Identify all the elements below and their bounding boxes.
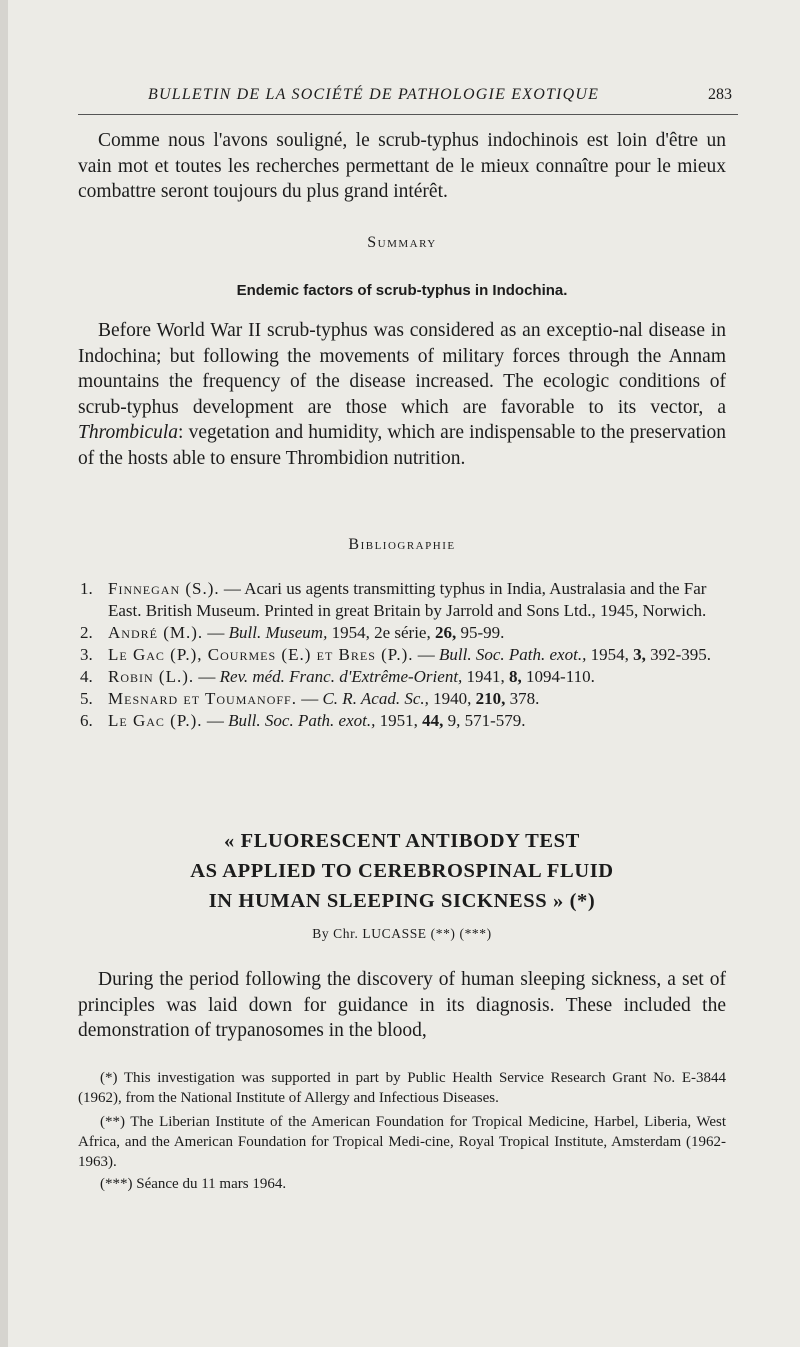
reference-pages: 378. bbox=[505, 689, 540, 708]
reference-text: 1954, bbox=[586, 645, 634, 664]
reference-journal: Bull. Soc. Path. exot., bbox=[439, 645, 587, 664]
running-header bbox=[78, 84, 738, 110]
byline-block bbox=[78, 926, 726, 942]
footnote-1: (*) This investigation was supported in part by Public Health Service Research Grant No. E-3844 (1962), from the National Institute of Allergy and Infectious Diseases. bbox=[78, 1070, 726, 1106]
reference-author: Le Gac (P.), Courmes (E.) et Bres (P.). bbox=[108, 645, 414, 664]
article-title-line-2: AS APPLIED TO CEREBROSPINAL FLUID bbox=[190, 860, 614, 882]
reference-volume: 3, bbox=[633, 645, 646, 664]
reference-volume: 26, bbox=[434, 623, 457, 642]
reference-body: Robin (L.). — Rev. méd. Franc. d'Extrême-Orient, 1941, 8, 1094-110. bbox=[108, 667, 595, 686]
summary-block bbox=[78, 318, 726, 471]
reference-author: Le Gac (P.). bbox=[108, 711, 203, 730]
reference-body: Le Gac (P.). — Bull. Soc. Path. exot., 1951, 44, 9, 571-579. bbox=[108, 711, 526, 730]
article-byline: By Chr. LUCASSE (**) (***) bbox=[312, 926, 492, 941]
running-title: BULLETIN DE LA SOCIÉTÉ DE PATHOLOGIE EXOTIQUE bbox=[148, 86, 600, 103]
reference-pages: 1094-110. bbox=[521, 667, 595, 686]
article-title-block bbox=[78, 826, 726, 916]
bibliography-heading: Bibliographie bbox=[348, 536, 456, 553]
reference-journal: Bull. Museum, bbox=[228, 623, 328, 642]
reference-number: 2. bbox=[80, 623, 93, 642]
reference-item bbox=[78, 666, 726, 688]
footnote-2: (**) The Liberian Institute of the American Foundation for Tropical Medicine, Harbel, Liberia, West Africa, and the American Foundation for Tropical Medi-cine, Royal Tropical Institute, Amsterdam (1962-1963). bbox=[78, 1114, 726, 1170]
summary-paragraph bbox=[78, 318, 726, 471]
reference-author: André (M.). bbox=[108, 623, 204, 642]
article-body-block bbox=[78, 967, 726, 1044]
reference-body: Mesnard et Toumanoff. — C. R. Acad. Sc., 1940, 210, 378. bbox=[108, 689, 540, 708]
article-first-paragraph: During the period following the discovery of human sleeping sickness, a set of principles was laid down for guidance in its diagnosis. These included the demonstration of trypanosomes in the blood, bbox=[78, 969, 726, 1041]
bibliography-list bbox=[78, 578, 726, 732]
reference-body: Le Gac (P.), Courmes (E.) et Bres (P.). — Bull. Soc. Path. exot., 1954, 3, 392-395. bbox=[108, 645, 711, 664]
footnote-3: (***) Séance du 11 mars 1964. bbox=[100, 1176, 287, 1192]
reference-number: 5. bbox=[80, 689, 93, 708]
reference-text: 1951, bbox=[375, 711, 423, 730]
reference-number: 1. bbox=[80, 579, 93, 598]
summary-text-b: : vegetation and humidity, which are indispensable to the preservation of the hosts able to ensure Thrombidion nutrition. bbox=[78, 422, 726, 469]
page-number: 283 bbox=[708, 86, 732, 103]
reference-author: Robin (L.). bbox=[108, 667, 195, 686]
article-title-line-1: « FLUORESCENT ANTIBODY TEST bbox=[224, 830, 580, 852]
reference-pages: 9, 571-579. bbox=[443, 711, 526, 730]
reference-body: André (M.). — Bull. Museum, 1954, 2e série, 26, 95-99. bbox=[108, 623, 505, 642]
reference-number: 6. bbox=[80, 711, 93, 730]
article-title-line-3: IN HUMAN SLEEPING SICKNESS » (*) bbox=[208, 890, 596, 912]
intro-paragraph: Comme nous l'avons souligné, le scrub-typhus indochinois est loin d'être un vain mot et toutes les recherches permettant de le mieux connaître pour le mieux combattre seront toujours du plus grand intérêt. bbox=[78, 130, 726, 202]
reference-item bbox=[78, 688, 726, 710]
reference-item bbox=[78, 578, 726, 622]
summary-heading: Summary bbox=[367, 234, 437, 251]
page-gutter bbox=[0, 0, 8, 1347]
summary-subtitle-block bbox=[78, 282, 726, 299]
footnotes-block bbox=[78, 1068, 726, 1194]
reference-pages: 392-395. bbox=[645, 645, 711, 664]
reference-volume: 8, bbox=[509, 667, 522, 686]
reference-number: 4. bbox=[80, 667, 93, 686]
reference-volume: 210, bbox=[475, 689, 506, 708]
reference-journal: C. R. Acad. Sc., bbox=[322, 689, 429, 708]
reference-journal: Rev. méd. Franc. d'Extrême-Orient, bbox=[219, 667, 463, 686]
intro-block bbox=[78, 128, 726, 205]
reference-author: Mesnard et Toumanoff. bbox=[108, 689, 297, 708]
reference-text: — Acari us agents transmitting typhus in India, Australasia and the Far East. British Museum. Printed in great Britain by Jarrold and Sons Ltd., 1945, Norwich. bbox=[108, 579, 707, 620]
reference-item bbox=[78, 644, 726, 666]
reference-number: 3. bbox=[80, 645, 93, 664]
summary-italic-term: Thrombicula bbox=[78, 422, 179, 443]
bibliography-heading-block bbox=[78, 536, 726, 554]
summary-heading-block bbox=[78, 234, 726, 252]
reference-body bbox=[108, 578, 726, 622]
reference-item bbox=[78, 710, 726, 732]
reference-author: Finnegan (S.). bbox=[108, 579, 220, 598]
reference-volume: 44, bbox=[422, 711, 444, 730]
header-rule bbox=[78, 114, 738, 115]
reference-journal: Bull. Soc. Path. exot., bbox=[228, 711, 376, 730]
reference-text: 1941, bbox=[462, 667, 510, 686]
summary-subtitle: Endemic factors of scrub-typhus in Indochina. bbox=[236, 282, 568, 299]
reference-pages: 95-99. bbox=[456, 623, 505, 642]
reference-text: 1954, 2e série, bbox=[327, 623, 435, 642]
summary-text-a: Before World War II scrub-typhus was considered as an exceptio-nal disease in Indochina; but following the movements of military forces through the Annam mountains the frequency of the disease increased. The ecologic conditions of scrub-typhus development are those which are favorable to its vector, a bbox=[78, 320, 726, 418]
reference-text: 1940, bbox=[428, 689, 476, 708]
reference-item bbox=[78, 622, 726, 644]
